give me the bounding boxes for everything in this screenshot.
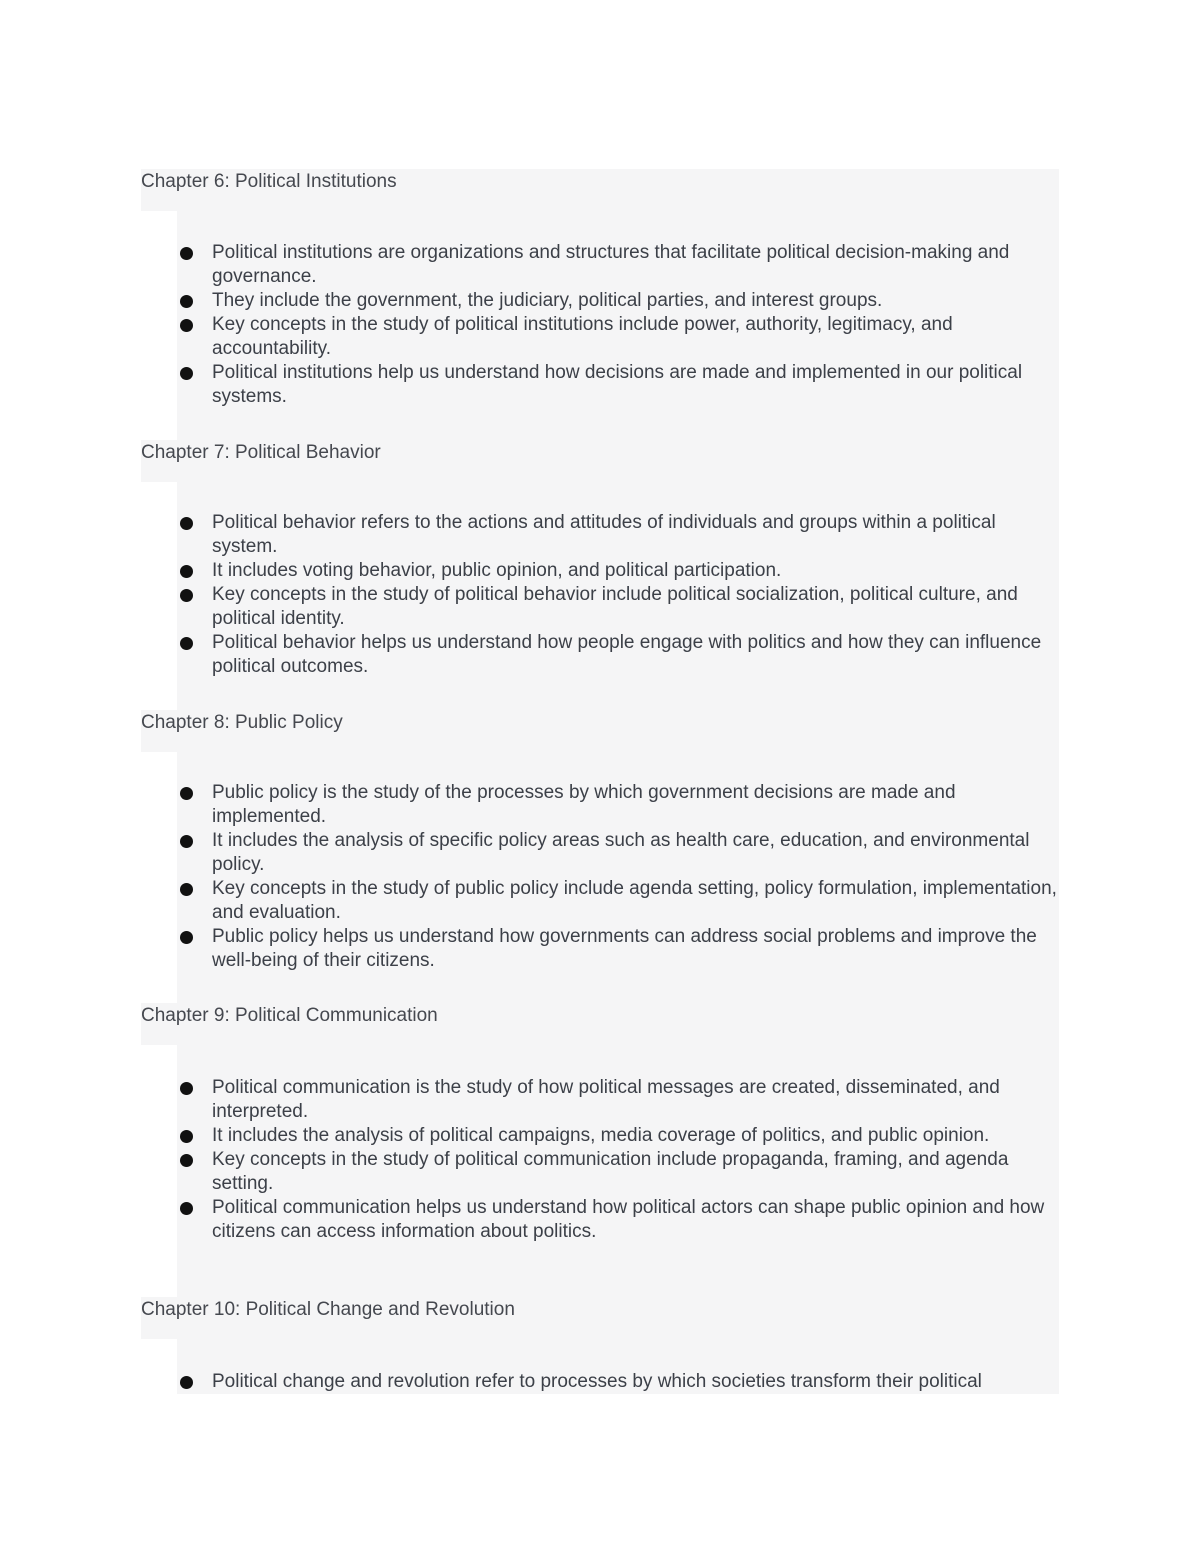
bullet-icon — [180, 247, 193, 260]
bullet-text: Political behavior helps us understand how people engage with politics and how they can influence political outcomes. — [212, 632, 1042, 677]
chapter-heading — [141, 440, 1059, 482]
chapter-section — [141, 440, 1059, 721]
bullet-text: Public policy helps us understand how governments can address social problems and improve the well-being of their citizens. — [212, 926, 1037, 971]
bullet-icon — [180, 787, 193, 800]
list-item — [177, 361, 1059, 409]
chapter-heading — [141, 1003, 1059, 1045]
bullet-list — [177, 511, 1059, 679]
bullet-icon — [180, 589, 193, 602]
bullet-text: It includes the analysis of specific policy areas such as health care, education, and environmental policy. — [212, 830, 1030, 875]
chapter-heading-text: Chapter 8: Public Policy — [141, 712, 343, 733]
list-item — [177, 289, 1059, 313]
chapter-heading — [141, 1297, 1059, 1339]
chapter-section — [141, 1297, 1059, 1394]
bullet-list — [177, 1076, 1059, 1244]
bullet-text: Key concepts in the study of political behavior include political socialization, political culture, and political identity. — [212, 584, 1018, 629]
bullet-icon — [180, 1202, 193, 1215]
bullet-icon — [180, 835, 193, 848]
bullet-icon — [180, 637, 193, 650]
bullet-icon — [180, 1082, 193, 1095]
chapter-section — [141, 710, 1059, 1016]
chapter-body — [177, 211, 1059, 459]
list-item — [177, 781, 1059, 829]
bullet-icon — [180, 1130, 193, 1143]
bullet-icon — [180, 1376, 193, 1389]
chapter-body — [177, 752, 1059, 1016]
list-item — [177, 1076, 1059, 1124]
bullet-text: Political communication is the study of how political messages are created, disseminated, and interpreted. — [212, 1077, 1000, 1122]
bullet-icon — [180, 565, 193, 578]
chapter-heading — [141, 710, 1059, 752]
chapter-section — [141, 1003, 1059, 1309]
bullet-list — [177, 1370, 1059, 1394]
bullet-list — [177, 781, 1059, 973]
chapter-heading-text: Chapter 7: Political Behavior — [141, 442, 381, 463]
bullet-text: Key concepts in the study of political institutions include power, authority, legitimacy, and accountability. — [212, 314, 953, 359]
list-item — [177, 313, 1059, 361]
chapter-body — [177, 1045, 1059, 1309]
list-item — [177, 1370, 1059, 1394]
bullet-text: It includes voting behavior, public opinion, and political participation. — [212, 560, 782, 581]
bullet-text: Political institutions help us understand how decisions are made and implemented in our political systems. — [212, 362, 1023, 407]
bullet-icon — [180, 295, 193, 308]
list-item — [177, 1124, 1059, 1148]
bullet-icon — [180, 931, 193, 944]
bullet-icon — [180, 1154, 193, 1167]
chapter-heading-text: Chapter 9: Political Communication — [141, 1005, 438, 1026]
list-item — [177, 1148, 1059, 1196]
chapter-body — [177, 1339, 1059, 1394]
list-item — [177, 829, 1059, 877]
list-item — [177, 583, 1059, 631]
bullet-text: Political communication helps us understand how political actors can shape public opinion and how citizens can access information about politics. — [212, 1197, 1045, 1242]
bullet-list — [177, 241, 1059, 409]
list-item — [177, 241, 1059, 289]
bullet-text: Public policy is the study of the processes by which government decisions are made and implemented. — [212, 782, 956, 827]
bullet-icon — [180, 517, 193, 530]
bullet-text: It includes the analysis of political campaigns, media coverage of politics, and public opinion. — [212, 1125, 990, 1146]
bullet-text: They include the government, the judiciary, political parties, and interest groups. — [212, 290, 883, 311]
list-item — [177, 1196, 1059, 1244]
bullet-icon — [180, 319, 193, 332]
bullet-text: Political institutions are organizations and structures that facilitate political decision-making and governance. — [212, 242, 1010, 287]
bullet-text: Political behavior refers to the actions and attitudes of individuals and groups within a political system. — [212, 512, 996, 557]
list-item — [177, 511, 1059, 559]
list-item — [177, 925, 1059, 973]
bullet-icon — [180, 883, 193, 896]
chapter-body — [177, 482, 1059, 721]
list-item — [177, 559, 1059, 583]
chapter-section — [141, 169, 1059, 459]
bullet-text: Key concepts in the study of political communication include propaganda, framing, and agenda setting. — [212, 1149, 1009, 1194]
list-item — [177, 631, 1059, 679]
chapter-heading-text: Chapter 10: Political Change and Revolution — [141, 1299, 515, 1320]
chapter-heading — [141, 169, 1059, 211]
bullet-text: Key concepts in the study of public policy include agenda setting, policy formulation, implementation, and evaluation. — [212, 878, 1057, 923]
list-item — [177, 877, 1059, 925]
bullet-text: Political change and revolution refer to processes by which societies transform their political — [212, 1371, 982, 1392]
chapter-heading-text: Chapter 6: Political Institutions — [141, 171, 397, 192]
bullet-icon — [180, 367, 193, 380]
